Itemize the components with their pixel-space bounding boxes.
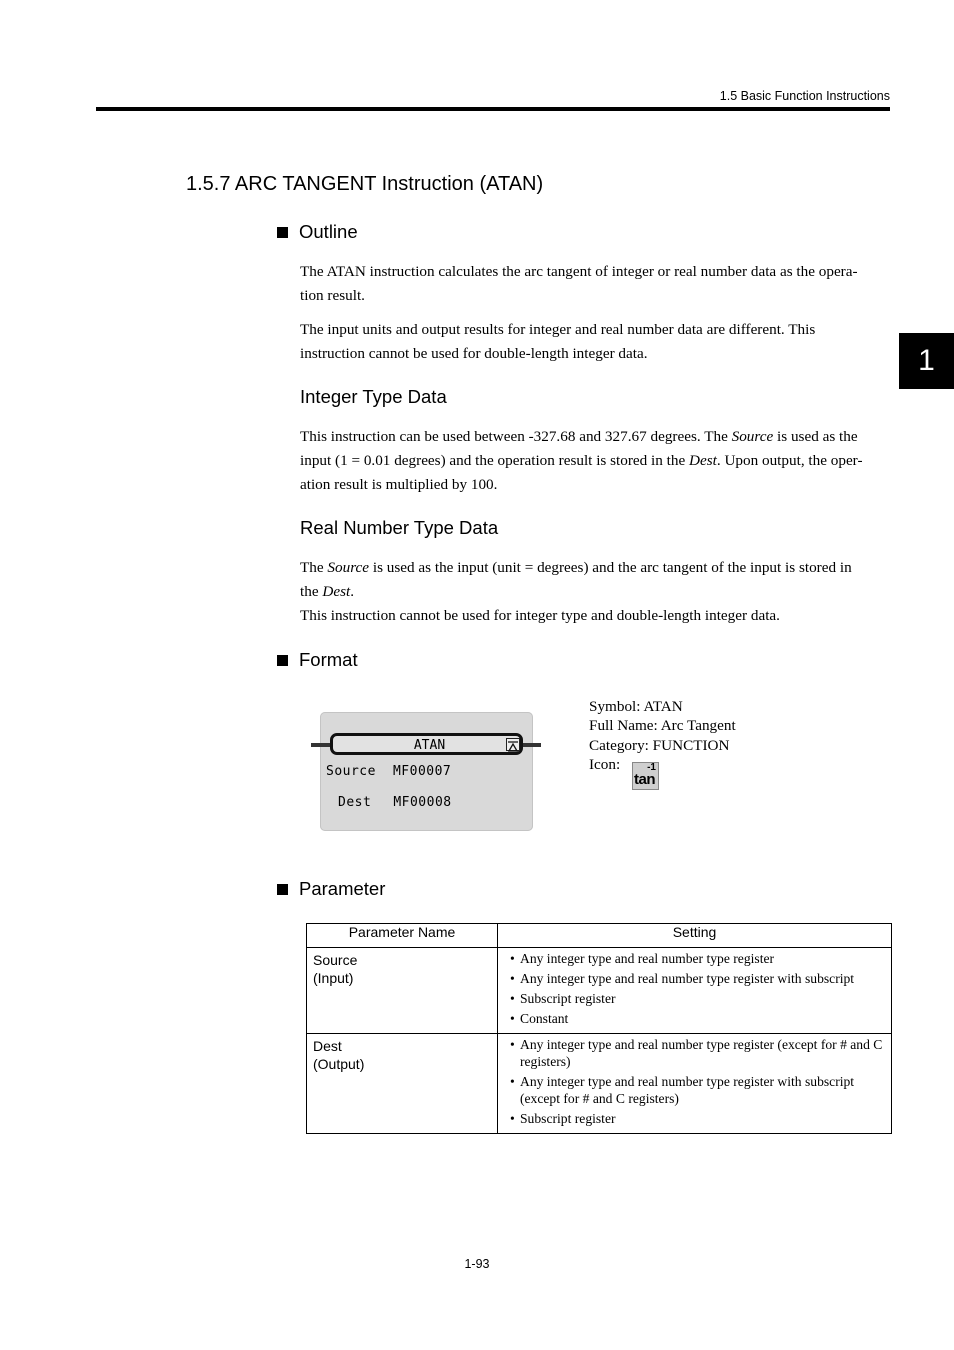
function-block-source-row (326, 764, 451, 779)
integer-type-heading: Integer Type Data (300, 386, 447, 407)
outline-p2-line-2: instruction cannot be used for double-length integer data. (300, 345, 648, 362)
outline-p2-line-1: The input units and output results for integer and real number data are different. This (300, 321, 816, 338)
table-row (307, 948, 892, 1034)
square-bullet-icon (277, 655, 288, 666)
real-line-2 (300, 580, 890, 604)
real-line-2-a: the (300, 583, 323, 600)
page-number: 1-93 (464, 1257, 490, 1271)
chapter-tab (899, 333, 954, 389)
square-bullet-icon (277, 227, 288, 238)
setting-item: • Subscript register (510, 1110, 885, 1127)
tan-icon (632, 762, 659, 790)
integer-line-2 (300, 449, 890, 473)
outline-heading (277, 221, 358, 243)
outline-p1-line-2: tion result. (300, 287, 365, 304)
parameter-heading-text: Parameter (299, 878, 386, 899)
column-header-parameter-name: Parameter Name (307, 924, 498, 948)
square-bullet-icon (277, 884, 288, 895)
parameter-name: Dest (313, 1038, 342, 1054)
dest-term: Dest (689, 452, 717, 469)
section-title: 1.5.7 ARC TANGENT Instruction (ATAN) (186, 173, 544, 195)
integer-line-1 (300, 425, 890, 449)
format-category: Category: FUNCTION (589, 736, 730, 754)
parameter-io: (Output) (313, 1056, 365, 1072)
parameter-name: Source (313, 952, 358, 968)
function-block-corner-icon (506, 738, 520, 751)
function-block-source-label: Source (326, 764, 376, 779)
parameter-io: (Input) (313, 970, 354, 986)
integer-type-paragraph (300, 425, 890, 497)
setting-item: • Any integer type and real number type register with subscript (510, 970, 885, 987)
setting-item: • Any integer type and real number type register with subscript (except for # and C registers) (510, 1073, 885, 1107)
format-info (589, 697, 736, 774)
format-heading-text: Format (299, 649, 358, 670)
function-block-source-value: MF00007 (392, 764, 452, 779)
format-heading (277, 649, 358, 671)
integer-line-2-a: input (1 = 0.01 degrees) and the operation result is stored in the (300, 452, 690, 469)
integer-line-1-c: is used as the (773, 428, 858, 445)
real-line-2-c: . (350, 583, 354, 600)
format-symbol: Symbol: ATAN (589, 698, 683, 715)
parameter-heading (277, 878, 385, 900)
tan-icon-word: tan (634, 771, 655, 788)
parameter-table (306, 923, 892, 1134)
function-block-header (330, 733, 523, 755)
integer-line-3: ation result is multiplied by 100. (300, 476, 498, 493)
dest-term: Dest (322, 583, 351, 600)
format-icon-label: Icon: (589, 755, 621, 773)
table-row (307, 1034, 892, 1134)
outline-p1-line-1: The ATAN instruction calculates the arc tangent of integer or real number data as the opera- (300, 263, 858, 280)
real-line-3: This instruction cannot be used for integer type and double-length integer data. (300, 607, 780, 624)
outline-paragraph-2 (300, 318, 890, 366)
chapter-number: 1 (918, 344, 935, 377)
source-term: Source (327, 559, 370, 576)
real-line-1 (300, 556, 890, 580)
function-block-dest-row (338, 795, 452, 810)
column-header-setting: Setting (498, 924, 892, 948)
setting-item: • Constant (510, 1010, 885, 1027)
integer-line-1-a: This instruction can be used between -327.68 and 327.67 degrees. The (300, 428, 732, 445)
function-block-name: ATAN (413, 738, 446, 753)
setting-item: • Any integer type and real number type register (510, 950, 885, 967)
real-type-paragraph (300, 556, 890, 628)
table-header-row (307, 924, 892, 948)
function-block-dest-value: MF00008 (393, 795, 452, 810)
setting-item: • Subscript register (510, 990, 885, 1007)
source-term: Source (731, 428, 774, 445)
running-header: 1.5 Basic Function Instructions (719, 89, 890, 103)
outline-paragraph-1 (300, 260, 890, 308)
parameter-name-cell (307, 948, 498, 1034)
real-line-1-a: The (300, 559, 328, 576)
function-block-dest-label: Dest (338, 795, 372, 810)
setting-cell (498, 1034, 892, 1134)
outline-heading-text: Outline (299, 221, 358, 242)
format-full-name: Full Name: Arc Tangent (589, 717, 736, 735)
real-line-1-c: is used as the input (unit = degrees) and the arc tangent of the input is stored in (369, 559, 852, 576)
setting-cell (498, 948, 892, 1034)
function-block-glyph-icon (507, 741, 519, 752)
real-type-heading: Real Number Type Data (300, 517, 499, 538)
header-rule (96, 107, 890, 111)
setting-item: • Any integer type and real number type register (except for # and C registers) (510, 1036, 885, 1070)
integer-line-2-c: . Upon output, the oper- (716, 452, 863, 469)
tan-icon-exponent: -1 (647, 762, 656, 773)
parameter-name-cell (307, 1034, 498, 1134)
